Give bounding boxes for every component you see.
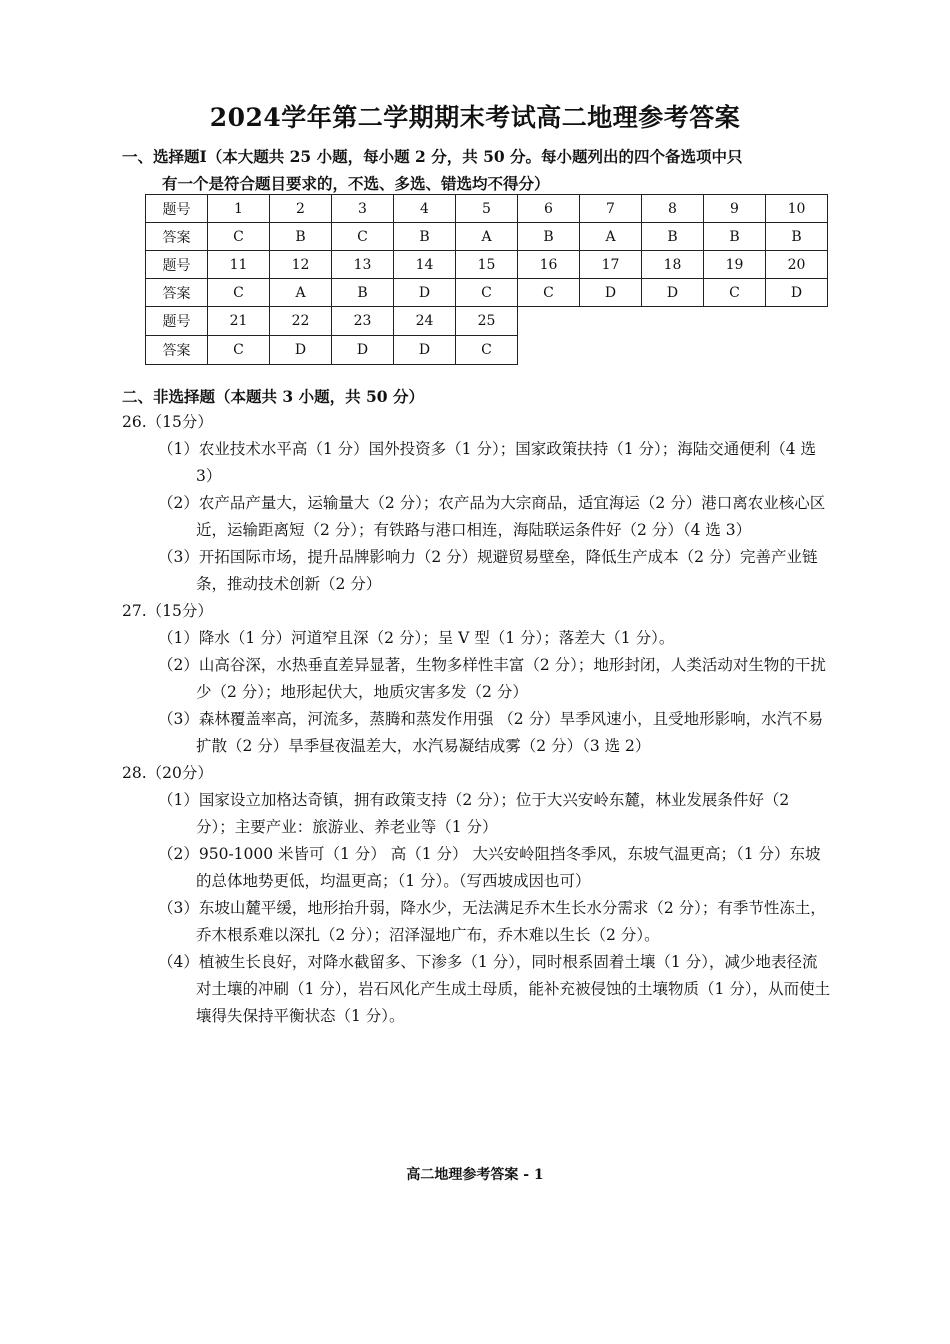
answer-cell: B — [518, 223, 580, 251]
question-28-item-1: （1）国家设立加格达奇镇，拥有政策支持（2 分）；位于大兴安岭东麓，林业发展条件好（2 分）；主要产业：旅游业、养老业等（1 分） — [158, 791, 790, 836]
question-26-heading: 26.（15分） — [122, 413, 213, 431]
table-row-ans — [146, 279, 828, 307]
answer-cell: D — [332, 336, 394, 365]
question-number-cell: 2 — [270, 195, 332, 223]
question-number-cell: 12 — [270, 251, 332, 279]
question-number-cell: 16 — [518, 251, 580, 279]
question-number-cell: 13 — [332, 251, 394, 279]
question-number-cell: 18 — [642, 251, 704, 279]
empty-cell — [704, 307, 766, 336]
empty-cell — [580, 307, 642, 336]
answer-cell: D — [270, 336, 332, 365]
question-number-cell: 8 — [642, 195, 704, 223]
question-28-item-3: （3）东坡山麓平缓，地形抬升弱，降水少，无法满足乔木生长水分需求（2 分）；有季节性冻土，乔木根系难以深扎（2 分）；沼泽湿地广布，乔木难以生长（2 分）。 — [158, 899, 826, 944]
answer-cell: C — [704, 279, 766, 307]
answer-cell: C — [208, 279, 270, 307]
question-26-item-2: （2）农产品产量大，运输量大（2 分）；农产品为大宗商品，适宜海运（2 分）港口离农业核心区近，运输距离短（2 分）；有铁路与港口相连，海陆联运条件好（2 分）（4 选 3） — [158, 494, 826, 539]
question-number-cell: 11 — [208, 251, 270, 279]
question-number-cell: 10 — [766, 195, 828, 223]
section1-line2: 有一个是符合题目要求的，不选、多选、错选均不得分） — [162, 174, 550, 193]
question-26-item-1: （1）农业技术水平高（1 分）国外投资多（1 分）；国家政策扶持（1 分）；海陆交通便利（4 选 3） — [158, 440, 817, 485]
empty-cell — [518, 307, 580, 336]
question-28-item-2: （2）950-1000 米皆可（1 分） 高（1 分） 大兴安岭阻挡冬季风，东坡气温更高；（1 分）东坡的总体地势更低，均温更高；（1 分）。（写西坡成因也可） — [158, 845, 821, 890]
answer-cell: D — [766, 279, 828, 307]
answer-cell: C — [208, 223, 270, 251]
question-26-item-3: （3）开拓国际市场，提升品牌影响力（2 分）规避贸易壁垒，降低生产成本（2 分）完善产业链条，推动技术创新（2 分） — [158, 548, 818, 593]
page-title: 2024学年第二学期期末考试高二地理参考答案 — [209, 103, 741, 132]
question-27-item-1: （1）降水（1 分）河道窄且深（2 分）；呈 V 型（1 分）；落差大（1 分）。 — [158, 629, 675, 647]
answer-cell: B — [394, 223, 456, 251]
answer-cell: B — [704, 223, 766, 251]
answer-cell: B — [270, 223, 332, 251]
empty-cell — [704, 336, 766, 365]
section1-heading — [122, 143, 832, 197]
question-number-cell: 20 — [766, 251, 828, 279]
question-number-cell: 24 — [394, 307, 456, 336]
table-row-label: 答案 — [146, 336, 208, 365]
table-row-label: 答案 — [146, 279, 208, 307]
question-number-cell: 7 — [580, 195, 642, 223]
question-number-cell: 1 — [208, 195, 270, 223]
question-number-cell: 4 — [394, 195, 456, 223]
answer-cell: D — [580, 279, 642, 307]
empty-cell — [766, 336, 828, 365]
answer-cell: A — [270, 279, 332, 307]
answer-cell: C — [456, 336, 518, 365]
question-28-heading: 28.（20分） — [122, 764, 213, 782]
question-number-cell: 21 — [208, 307, 270, 336]
table-row-label: 题号 — [146, 251, 208, 279]
empty-cell — [766, 307, 828, 336]
table-row-num — [146, 251, 828, 279]
answer-cell: C — [208, 336, 270, 365]
section1-line1: 一、选择题Ⅰ（本大题共 25 小题，每小题 2 分，共 50 分。每小题列出的四个备选项中只 — [122, 147, 743, 166]
table-row-label: 答案 — [146, 223, 208, 251]
answer-cell: B — [332, 279, 394, 307]
question-28-item-4: （4）植被生长良好，对降水截留多、下渗多（1 分），同时根系固着土壤（1 分），减少地表径流对土壤的冲刷（1 分），岩石风化产生成土母质，能补充被侵蚀的土壤物质（1 分），从而使土壤得失保持平衡状态（1 分）。 — [158, 953, 831, 1025]
table-row-num — [146, 195, 828, 223]
answer-cell: A — [456, 223, 518, 251]
table-row-num — [146, 307, 828, 336]
answer-cell: C — [456, 279, 518, 307]
empty-cell — [642, 307, 704, 336]
answer-cell: A — [580, 223, 642, 251]
question-number-cell: 9 — [704, 195, 766, 223]
empty-cell — [642, 336, 704, 365]
question-number-cell: 19 — [704, 251, 766, 279]
answer-cell: D — [642, 279, 704, 307]
empty-cell — [518, 336, 580, 365]
answer-cell: B — [642, 223, 704, 251]
question-number-cell: 25 — [456, 307, 518, 336]
answer-table — [145, 194, 828, 365]
question-number-cell: 14 — [394, 251, 456, 279]
answer-cell: C — [332, 223, 394, 251]
answer-cell: D — [394, 279, 456, 307]
page-footer: 高二地理参考答案 - 1 — [406, 1167, 544, 1183]
question-number-cell: 6 — [518, 195, 580, 223]
questions-block — [122, 409, 832, 1030]
table-row-label: 题号 — [146, 307, 208, 336]
question-number-cell: 15 — [456, 251, 518, 279]
question-27-item-2: （2）山高谷深，水热垂直差异显著，生物多样性丰富（2 分）；地形封闭，人类活动对生物的干扰少（2 分）；地形起伏大，地质灾害多发（2 分） — [158, 656, 826, 701]
answer-cell: C — [518, 279, 580, 307]
empty-cell — [580, 336, 642, 365]
question-number-cell: 3 — [332, 195, 394, 223]
table-row-ans — [146, 223, 828, 251]
table-row-ans — [146, 336, 828, 365]
table-row-label: 题号 — [146, 195, 208, 223]
question-number-cell: 5 — [456, 195, 518, 223]
question-number-cell: 17 — [580, 251, 642, 279]
answer-cell: D — [394, 336, 456, 365]
answer-cell: B — [766, 223, 828, 251]
question-number-cell: 23 — [332, 307, 394, 336]
question-27-item-3: （3）森林覆盖率高，河流多，蒸腾和蒸发作用强 （2 分）旱季风速小，且受地形影响，水汽不易扩散（2 分）旱季昼夜温差大，水汽易凝结成雾（2 分）（3 选 2） — [158, 710, 824, 755]
question-number-cell: 22 — [270, 307, 332, 336]
section2-heading: 二、非选择题（本题共 3 小题，共 50 分） — [122, 387, 424, 406]
question-27-heading: 27.（15分） — [122, 602, 213, 620]
